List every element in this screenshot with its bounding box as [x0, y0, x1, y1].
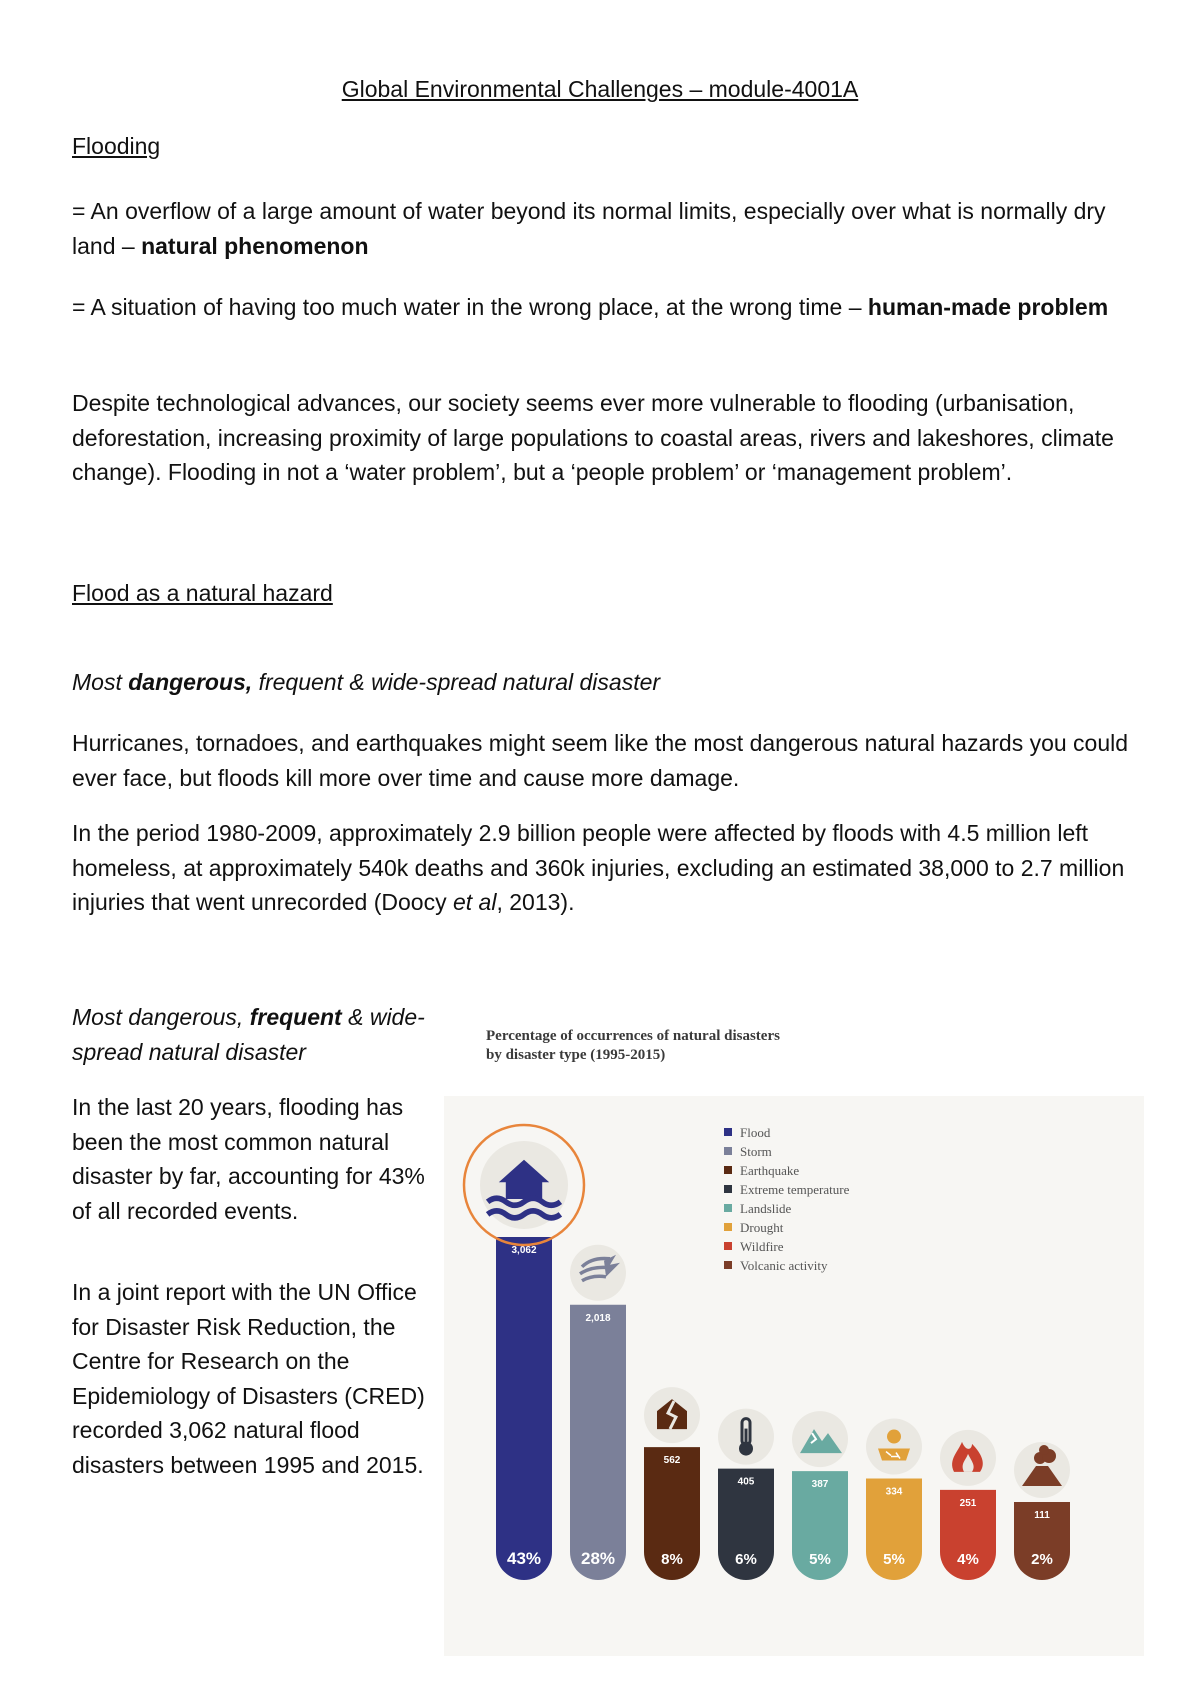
legend-label: Wildfire: [740, 1239, 784, 1254]
paragraph-joint-report: In a joint report with the UN Office for Disaster Risk Reduction, the Centre for Research on the Epidemiology of Disasters (CRED) recorded 3,062 natural flood disasters between 1995 and 2015.: [72, 1279, 425, 1478]
bar-count-label: 387: [811, 1479, 829, 1491]
definition-human: [72, 290, 1132, 325]
legend-swatch: [724, 1147, 732, 1155]
hazard-heading: [72, 576, 1132, 611]
legend-label: Earthquake: [740, 1163, 800, 1178]
legend-swatch: [724, 1128, 732, 1136]
paragraph-period-a: In the period 1980-2009, approximately 2.9 billion people were affected by floods with 4.5 million left homeless, at approximately 540k deaths and 360k injuries, excluding an estimated 38,000 to 2.7 million injuries that went unrecorded (Doocy: [72, 820, 1125, 915]
legend-swatch: [724, 1166, 732, 1174]
bar-percent-label: 28%: [580, 1549, 616, 1568]
subheading-dangerous-c: frequent & wide-spread natural disaster: [252, 669, 661, 695]
bar-percent-label: 4%: [957, 1551, 979, 1568]
flooding-heading: [72, 129, 1132, 164]
page-title: Global Environmental Challenges – module-4001A: [341, 76, 859, 102]
definition-natural: [72, 194, 1132, 263]
definition-human-text: = A situation of having too much water in the wrong place, at the wrong time –: [72, 294, 868, 320]
legend-swatch: [724, 1185, 732, 1193]
legend-label: Storm: [740, 1144, 772, 1159]
bar-count-label: 405: [737, 1476, 755, 1488]
subheading-dangerous: [72, 665, 1132, 700]
subheading-frequent-a: Most dangerous,: [72, 1004, 250, 1030]
subheading-frequent: [72, 1000, 432, 1069]
subheading-frequent-c: & wide-spread natural disaster: [72, 1004, 425, 1065]
bar-count-label: 251: [959, 1497, 977, 1509]
chart-title-line1: Percentage of occurrences of natural disasters: [486, 1028, 780, 1044]
bar-percent-label: 5%: [883, 1551, 905, 1568]
paragraph-last-20-years: In the last 20 years, flooding has been the most common natural disaster by far, accounting for 43% of all recorded events.: [72, 1094, 425, 1224]
definition-human-emphasis: human-made problem: [867, 294, 1109, 320]
chart-title-line2: by disaster type (1995-2015): [486, 1047, 666, 1063]
bar-percent-label: 8%: [661, 1551, 683, 1568]
legend-swatch: [724, 1242, 732, 1250]
bar-storm: [570, 1305, 626, 1580]
definition-natural-emphasis: natural phenomenon: [141, 232, 369, 259]
subheading-dangerous-a: Most: [72, 669, 129, 695]
icon-circle: [866, 1419, 922, 1475]
icon-circle: [570, 1245, 626, 1301]
bar-percent-label: 6%: [735, 1551, 757, 1568]
definition-natural-text: = An overflow of a large amount of water beyond its normal limits, especially over what is normally dry land –: [72, 198, 1106, 259]
paragraph-period-citation: et al: [452, 889, 497, 915]
bar-count-label: 2,018: [585, 1312, 611, 1324]
bar-percent-label: 2%: [1031, 1551, 1053, 1568]
legend-swatch: [724, 1204, 732, 1212]
paragraph-hurricanes: Hurricanes, tornadoes, and earthquakes might seem like the most dangerous natural hazards you could ever face, but floods kill more over time and cause more damage.: [72, 730, 1129, 791]
disaster-chart: [444, 1016, 1144, 1656]
legend-label: Extreme temperature: [740, 1182, 850, 1197]
legend-label: Drought: [740, 1220, 784, 1235]
legend-swatch: [724, 1261, 732, 1269]
bar-percent-label: 43%: [506, 1549, 542, 1568]
bar-count-label: 111: [1034, 1510, 1050, 1521]
flooding-heading-text: Flooding: [72, 133, 161, 159]
legend-label: Flood: [740, 1125, 771, 1140]
paragraph-period-b: , 2013).: [496, 889, 575, 915]
paragraph-period: [72, 816, 1132, 920]
subheading-frequent-bold: frequent: [249, 1004, 342, 1030]
legend-swatch: [724, 1223, 732, 1231]
paragraph-despite: Despite technological advances, our society seems ever more vulnerable to flooding (urbanisation, deforestation, increasing proximity of large populations to coastal areas, rivers and lakeshores, climate change). Flooding in not a ‘water problem’, but a ‘people problem’ or ‘management problem’.: [72, 390, 1114, 485]
hazard-heading-text: Flood as a natural hazard: [72, 580, 333, 606]
legend-label: Landslide: [740, 1201, 792, 1216]
bar-house-flood: [496, 1237, 552, 1580]
bar-count-label: 334: [885, 1486, 903, 1498]
legend-label: Volcanic activity: [740, 1258, 828, 1273]
bar-count-label: 3,062: [511, 1245, 537, 1256]
disaster-chart-svg: [444, 1016, 1144, 1656]
bar-percent-label: 5%: [809, 1551, 831, 1568]
subheading-dangerous-bold: dangerous,: [128, 669, 253, 695]
bar-count-label: 562: [663, 1455, 681, 1467]
